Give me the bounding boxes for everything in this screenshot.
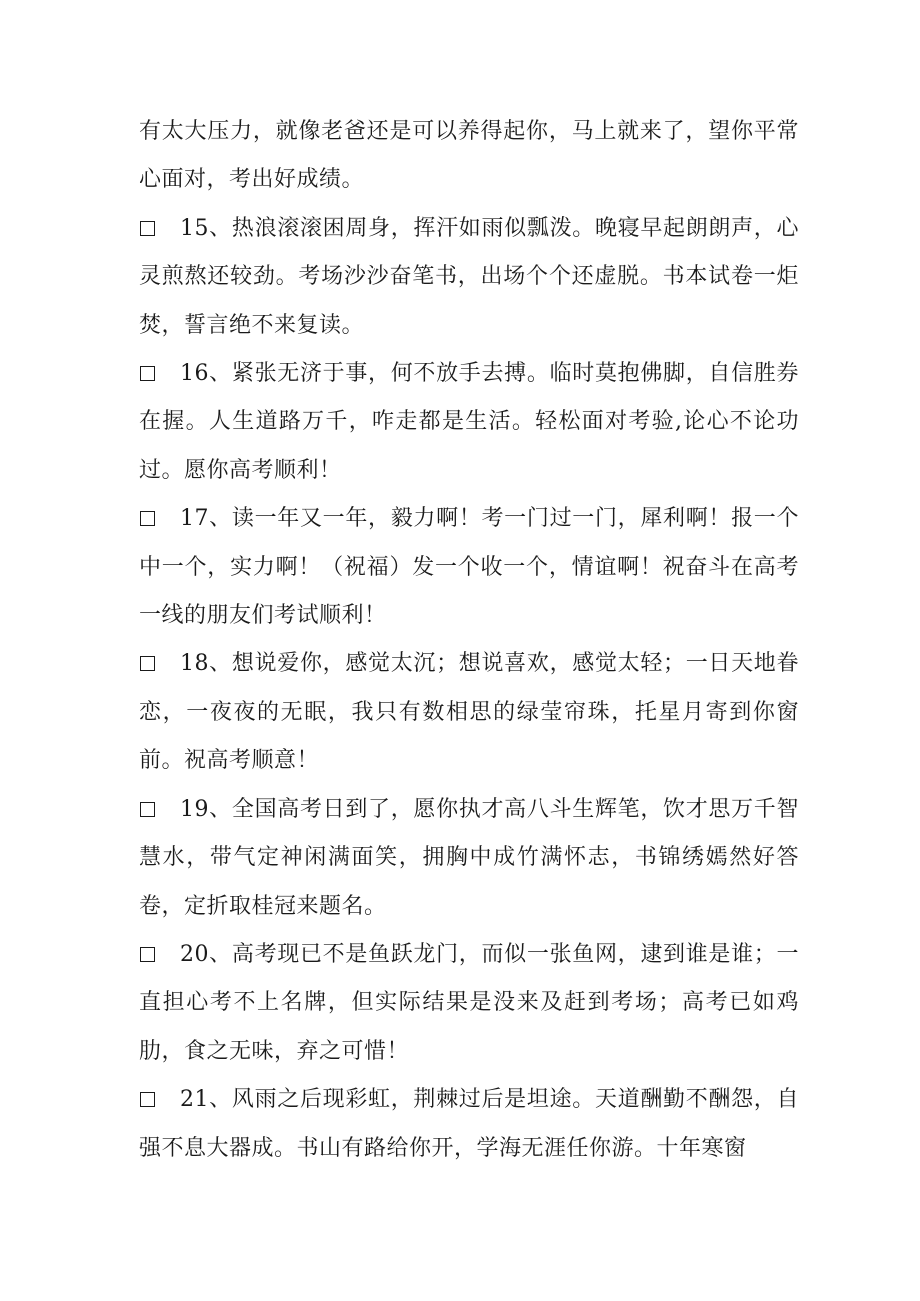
list-item-text: 18、想说爱你，感觉太沉；想说喜欢，感觉太轻；一日天地眷恋，一夜夜的无眠，我只有数相思的绿莹帘珠，托星月寄到你窗前。祝高考顺意！ (139, 651, 799, 774)
list-item (139, 350, 799, 495)
list-item (139, 1076, 799, 1173)
list-item (139, 205, 799, 350)
intro-paragraph: 有太大压力，就像老爸还是可以养得起你，马上就来了，望你平常心面对，考出好成绩。 (139, 119, 799, 193)
checkbox-icon (140, 221, 155, 236)
checkbox-icon (140, 366, 155, 381)
document-body (139, 108, 799, 1173)
list-item (139, 495, 799, 640)
list-item-text: 19、全国高考日到了，愿你执才高八斗生辉笔，饮才思万千智慧水，带气定神闲满面笑，拥胸中成竹满怀志，书锦绣嫣然好答卷，定折取桂冠来题名。 (139, 796, 799, 919)
checkbox-icon (140, 947, 155, 962)
list-item-text: 16、紧张无济于事，何不放手去搏。临时莫抱佛脚，自信胜券在握。人生道路万千，咋走都是生活。轻松面对考验,论心不论功过。愿你高考顺利！ (139, 361, 799, 483)
checkbox-icon (140, 1092, 155, 1107)
list-item-text: 20、高考现已不是鱼跃龙门，而似一张鱼网，逮到谁是谁；一直担心考不上名牌，但实际结果是没来及赶到考场；高考已如鸡肋，食之无味，弃之可惜！ (139, 941, 799, 1064)
list-item (139, 640, 799, 785)
list-item (139, 786, 799, 931)
checkbox-icon (140, 656, 155, 671)
checkbox-icon (140, 511, 155, 526)
list-item-text: 21、风雨之后现彩虹，荆棘过后是坦途。天道酬勤不酬怨，自强不息大器成。书山有路给你开，学海无涯任你游。十年寒窗 (139, 1087, 799, 1161)
list-item (139, 931, 799, 1076)
list-item-text: 15、热浪滚滚困周身，挥汗如雨似瓢泼。晚寝早起朗朗声，心灵煎熬还较劲。考场沙沙奋笔书，出场个个还虚脱。书本试卷一炬焚，誓言绝不来复读。 (139, 215, 799, 338)
checkbox-icon (140, 802, 155, 817)
list-item-text: 17、读一年又一年，毅力啊！考一门过一门，犀利啊！报一个中一个，实力啊！（祝福）发一个收一个，情谊啊！祝奋斗在高考一线的朋友们考试顺利！ (139, 506, 799, 629)
